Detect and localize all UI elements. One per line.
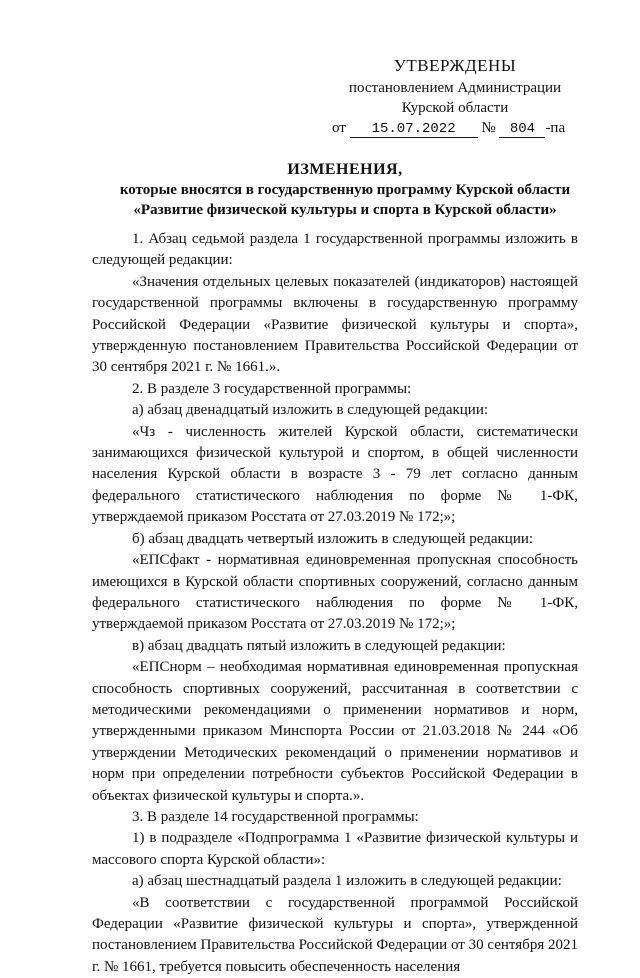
paragraph: в) абзац двадцать пятый изложить в следующей редакции: [132, 637, 506, 654]
title-main: ИЗМЕНЕНИЯ, [287, 161, 403, 178]
approval-stamp [330, 56, 580, 138]
paragraph: «В соответствии с государственной программой Российской Федерации «Развитие физической культуры и спорта», утвержденной постановлением Правительства Российской Федерации от 30 сентября 2021 г. № 1661, требуется повысить обеспеченность населения [92, 894, 578, 975]
approval-date: 15.07.2022 [350, 121, 478, 138]
paragraph: 1) в подразделе «Подпрограмма 1 «Развитие физической культуры и массового спорта Курской области»: [92, 830, 578, 868]
title-line-2: «Развитие физической культуры и спорта в Курской области» [133, 202, 557, 218]
approval-line-2: Курской области [401, 100, 509, 116]
date-prefix: от [332, 120, 346, 136]
paragraph: 1. Абзац седьмой раздела 1 государственной программы изложить в следующей редакции: [92, 231, 578, 269]
paragraph: «Чз - численность жителей Курской области, систематически занимающихся физической культурой и спортом, в общей численности населения Курской области в возрасте 3 - 79 лет согласно данным федерального статистического наблюдения по форме № 1-ФК, утверждаемой приказом Росстата от 27.03.2019 № 172;»; [92, 423, 578, 526]
paragraph: а) абзац двенадцатый изложить в следующей редакции: [132, 402, 489, 419]
paragraph: «ЕПСфакт - нормативная единовременная пропускная способность имеющихся в Курской области спортивных сооружений, согласно данным федерального статистического наблюдения по форме № 1-ФК, утверждаемой приказом Росстата от 27.03.2019 № 172;»; [92, 552, 578, 633]
title-line-1: которые вносятся в государственную программу Курской области [119, 182, 571, 198]
paragraph: «Значения отдельных целевых показателей (индикаторов) настоящей государственной программы включены в государственную программу Российской Федерации «Развитие физической культуры и спорта», утвержденную постановлением Правительства Российской Федерации от 30 сентября 2021 г. № 1661.». [92, 273, 578, 376]
approval-date-line [330, 118, 580, 138]
paragraph: б) абзац двадцать четвертый изложить в следующей редакции: [132, 530, 534, 547]
number-label: № [481, 120, 496, 136]
paragraph: 2. В разделе 3 государственной программы: [132, 380, 412, 397]
approval-line-1: постановлением Администрации [348, 80, 562, 96]
approval-number: 804 [499, 121, 545, 138]
document-title [80, 160, 610, 220]
number-suffix: -па [545, 120, 566, 136]
document-body [92, 229, 578, 978]
paragraph: 3. В разделе 14 государственной программы: [132, 808, 419, 825]
paragraph: «ЕПСнорм – необходимая нормативная единовременная пропускная способность спортивных сооружений, рассчитанная в соответствии с методическими рекомендациями о применении нормативов и норм, утвержденными приказом Минспорта России от 21.03.2018 № 244 «Об утверждении Методических рекомендаций о применении нормативов и норм при определении потребности субъектов Российской Федерации в объектах физической культуры и спорта.». [92, 659, 578, 804]
paragraph: а) абзац шестнадцатый раздела 1 изложить в следующей редакции: [132, 873, 562, 890]
approval-heading: УТВЕРЖДЕНЫ [393, 56, 517, 75]
